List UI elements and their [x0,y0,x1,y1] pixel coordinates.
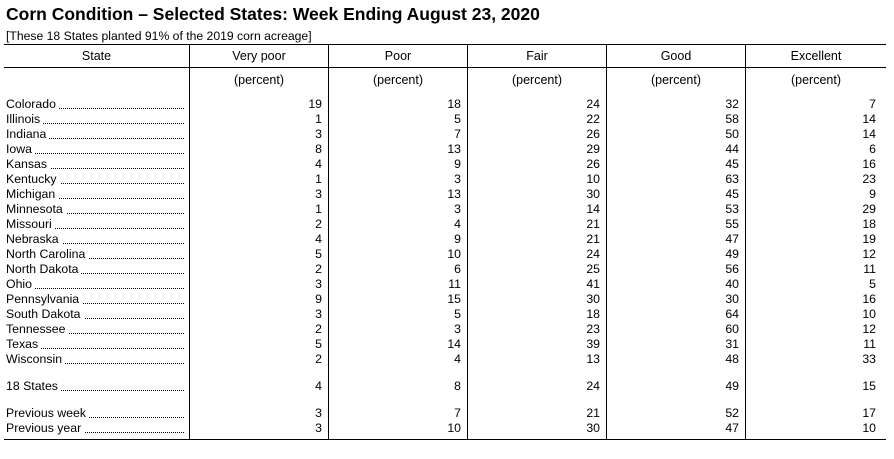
value-cell: 30 [586,187,600,201]
value-cell: 23 [586,322,600,336]
state-name-cell [6,97,184,112]
page-title: Corn Condition – Selected States: Week Ending August 23, 2020 [6,4,540,24]
column-header-very-poor: Very poor [232,49,286,63]
value-cell: 16 [862,292,876,306]
value-cell: 10 [447,247,461,261]
state-name: Texas [6,337,41,351]
value-cell: 17 [862,406,876,420]
state-name: Kentucky [6,172,60,186]
value-cell: 39 [586,337,600,351]
value-cell: 4 [315,379,322,393]
state-name-cell [6,421,184,436]
state-name: Iowa [6,142,35,156]
value-cell: 16 [862,157,876,171]
unit-label: (percent) [650,73,702,87]
value-cell: 19 [862,232,876,246]
column-header-poor: Poor [384,49,412,63]
value-cell: 15 [862,379,876,393]
state-row [4,262,886,277]
value-cell: 2 [315,217,322,231]
state-name-cell [6,337,184,352]
value-cell: 60 [725,322,739,336]
state-name: Ohio [6,277,35,291]
state-row [4,202,886,217]
value-cell: 13 [586,352,600,366]
page-subtitle: [These 18 States planted 91% of the 2019 corn acreage] [6,29,312,43]
state-name: South Dakota [6,307,84,321]
state-row [4,307,886,322]
state-name: Nebraska [6,232,62,246]
value-cell: 7 [454,127,461,141]
unit-label: (percent) [511,73,563,87]
value-cell: 5 [869,277,876,291]
state-name-cell [6,322,184,337]
state-row [4,352,886,367]
value-cell: 12 [862,247,876,261]
value-cell: 11 [448,277,461,291]
value-cell: 9 [315,292,322,306]
value-cell: 2 [315,322,322,336]
table-body [4,92,886,439]
state-name: Previous week [6,406,89,420]
value-cell: 31 [725,337,739,351]
unit-label: (percent) [790,73,842,87]
value-cell: 11 [863,337,876,351]
state-name-cell [6,277,184,292]
state-row [4,322,886,337]
value-cell: 23 [862,172,876,186]
value-cell: 14 [862,127,876,141]
value-cell: 21 [586,217,600,231]
units-row [4,68,886,92]
value-cell: 41 [586,277,600,291]
value-cell: 32 [725,97,739,111]
value-cell: 2 [315,262,322,276]
value-cell: 24 [586,247,600,261]
value-cell: 6 [869,142,876,156]
value-cell: 3 [454,172,461,186]
state-row [4,157,886,172]
state-row [4,127,886,142]
state-name: Wisconsin [6,352,65,366]
value-cell: 48 [725,352,739,366]
total-row [4,379,886,394]
value-cell: 55 [725,217,739,231]
comparison-row [4,421,886,436]
value-cell: 45 [725,157,739,171]
value-cell: 10 [447,421,461,435]
value-cell: 4 [315,157,322,171]
state-name: Pennsylvania [6,292,82,306]
value-cell: 5 [454,112,461,126]
value-cell: 14 [862,112,876,126]
value-cell: 6 [454,262,461,276]
state-row [4,277,886,292]
value-cell: 9 [454,157,461,171]
value-cell: 18 [586,307,600,321]
state-row [4,247,886,262]
state-name-cell [6,379,184,394]
value-cell: 45 [725,187,739,201]
value-cell: 3 [315,421,322,435]
value-cell: 3 [315,127,322,141]
state-name-cell [6,406,184,421]
value-cell: 7 [454,406,461,420]
state-name-cell [6,142,184,157]
value-cell: 29 [862,202,876,216]
value-cell: 7 [869,97,876,111]
value-cell: 1 [315,202,322,216]
state-row [4,187,886,202]
table-header [4,45,886,68]
value-cell: 9 [454,232,461,246]
state-row [4,142,886,157]
state-name-cell [6,292,184,307]
value-cell: 2 [315,352,322,366]
value-cell: 53 [725,202,739,216]
value-cell: 4 [454,217,461,231]
value-cell: 21 [586,232,600,246]
value-cell: 30 [586,292,600,306]
value-cell: 47 [725,421,739,435]
column-header-fair: Fair [526,49,548,63]
state-row [4,292,886,307]
value-cell: 30 [586,421,600,435]
state-name-cell [6,232,184,247]
value-cell: 3 [315,406,322,420]
value-cell: 25 [586,262,600,276]
state-name: 18 States [6,379,61,393]
value-cell: 4 [454,352,461,366]
state-name: Kansas [6,157,50,171]
value-cell: 18 [447,97,461,111]
state-name: Michigan [6,187,58,201]
state-name-cell [6,172,184,187]
state-name: Missouri [6,217,55,231]
value-cell: 18 [862,217,876,231]
value-cell: 3 [454,322,461,336]
unit-label: (percent) [233,73,285,87]
value-cell: 13 [447,187,461,201]
state-name: Indiana [6,127,49,141]
column-header-state: State [81,49,112,63]
state-name: North Dakota [6,262,81,276]
value-cell: 3 [315,307,322,321]
value-cell: 47 [725,232,739,246]
value-cell: 44 [725,142,739,156]
value-cell: 8 [454,379,461,393]
state-name: Tennessee [6,322,68,336]
value-cell: 10 [862,421,876,435]
value-cell: 22 [586,112,600,126]
value-cell: 14 [586,202,600,216]
value-cell: 10 [586,172,600,186]
corn-condition-table [4,44,886,440]
state-row [4,112,886,127]
state-name-cell [6,127,184,142]
value-cell: 3 [315,277,322,291]
value-cell: 52 [725,406,739,420]
value-cell: 49 [725,379,739,393]
state-row [4,337,886,352]
column-header-excellent: Excellent [790,49,842,63]
value-cell: 19 [308,97,322,111]
value-cell: 1 [315,112,322,126]
value-cell: 63 [725,172,739,186]
value-cell: 15 [447,292,461,306]
value-cell: 24 [586,97,600,111]
value-cell: 24 [586,379,600,393]
value-cell: 5 [315,247,322,261]
column-header-good: Good [660,49,692,63]
state-name-cell [6,352,184,367]
value-cell: 30 [725,292,739,306]
value-cell: 14 [447,337,461,351]
state-name: Colorado [6,97,59,111]
state-name: Previous year [6,421,84,435]
value-cell: 26 [586,127,600,141]
value-cell: 64 [725,307,739,321]
state-name-cell [6,187,184,202]
value-cell: 8 [315,142,322,156]
value-cell: 21 [586,406,600,420]
state-row [4,232,886,247]
value-cell: 13 [447,142,461,156]
state-name-cell [6,247,184,262]
value-cell: 29 [586,142,600,156]
unit-label: (percent) [372,73,424,87]
comparison-row [4,406,886,421]
value-cell: 9 [869,187,876,201]
value-cell: 10 [862,307,876,321]
state-row [4,217,886,232]
value-cell: 5 [315,337,322,351]
value-cell: 26 [586,157,600,171]
state-name-cell [6,307,184,322]
value-cell: 11 [863,262,876,276]
value-cell: 1 [315,172,322,186]
value-cell: 5 [454,307,461,321]
state-name-cell [6,202,184,217]
value-cell: 50 [725,127,739,141]
state-name-cell [6,112,184,127]
state-name: North Carolina [6,247,88,261]
value-cell: 3 [315,187,322,201]
value-cell: 58 [725,112,739,126]
value-cell: 3 [454,202,461,216]
value-cell: 4 [315,232,322,246]
value-cell: 49 [725,247,739,261]
state-name-cell [6,217,184,232]
value-cell: 40 [725,277,739,291]
state-name: Illinois [6,112,43,126]
state-name-cell [6,262,184,277]
value-cell: 33 [862,352,876,366]
state-name-cell [6,157,184,172]
value-cell: 56 [725,262,739,276]
value-cell: 12 [862,322,876,336]
state-name: Minnesota [6,202,66,216]
state-row [4,172,886,187]
state-row [4,97,886,112]
